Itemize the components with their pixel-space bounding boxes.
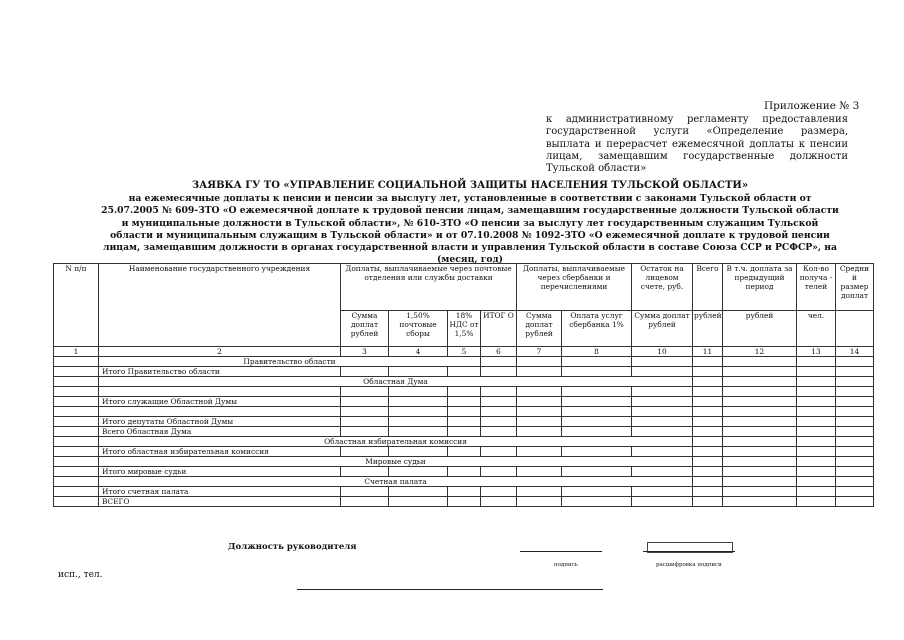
section-title: Областная избирательная комиссия	[99, 437, 693, 447]
header-cell: ИТОГ О	[481, 311, 517, 347]
decode-line	[643, 551, 735, 552]
header-cell: рублей	[723, 311, 797, 347]
table-row	[54, 467, 874, 477]
section-title: Мировые судьи	[99, 457, 693, 467]
col-num: 12	[723, 347, 797, 357]
table-header-row	[54, 264, 874, 311]
col-num: 5	[448, 347, 481, 357]
header-cell: рублей	[693, 311, 723, 347]
header-cell: Наименование государственного учреждения	[99, 264, 341, 347]
header-cell: Сумма доплат рублей	[632, 311, 693, 347]
col-num: 14	[836, 347, 874, 357]
header-cell: Сумма доплат рублей	[517, 311, 562, 347]
table-row	[54, 387, 874, 397]
signature-line	[520, 551, 602, 552]
header-cell: Всего	[693, 264, 723, 311]
table-row	[54, 367, 874, 377]
header-cell: Доплаты, выплачиваемые через почтовые отделения или службы доставки	[341, 264, 517, 311]
col-num: 10	[632, 347, 693, 357]
header-cell	[836, 311, 874, 347]
appendix-number: Приложение № 3	[764, 100, 860, 112]
table-row	[54, 447, 874, 457]
row-label: Итого служащие Областной Думы	[99, 397, 341, 407]
table-row	[54, 407, 874, 417]
signature-caption: подпись	[554, 562, 578, 568]
payments-table	[53, 263, 874, 507]
head-position-label: Должность руководителя	[228, 542, 357, 552]
executor-line	[297, 589, 603, 590]
application-title: ЗАЯВКА ГУ ТО «УПРАВЛЕНИЕ СОЦИАЛЬНОЙ ЗАЩИТЫ НАСЕЛЕНИЯ ТУЛЬСКОЙ ОБЛАСТИ»	[191, 180, 749, 191]
row-label: Итого счетная палата	[99, 487, 341, 497]
row-label: Итого депутаты Областной Думы	[99, 417, 341, 427]
header-cell: Оплата услуг сбербанка 1%	[562, 311, 632, 347]
row-label: Итого областная избирательная комиссия	[99, 447, 341, 457]
header-cell: N п/п	[54, 264, 99, 347]
header-cell: Сумма доплат рублей	[341, 311, 389, 347]
col-num: 2	[99, 347, 341, 357]
section-title: Областная Дума	[99, 377, 693, 387]
section-row	[54, 437, 874, 447]
section-title: Правительство области	[99, 357, 481, 367]
table-row	[54, 417, 874, 427]
row-label: Итого мировые судьи	[99, 467, 341, 477]
header-cell: 1,50% почтовые сборы	[389, 311, 448, 347]
table-row	[54, 397, 874, 407]
section-row	[54, 357, 874, 367]
header-cell: Остаток на лицевом счете, руб.	[632, 264, 693, 311]
col-num: 13	[797, 347, 836, 357]
col-num: 8	[562, 347, 632, 357]
header-cell: 18% НДС от 1,5%	[448, 311, 481, 347]
column-number-row	[54, 347, 874, 357]
table-row	[54, 427, 874, 437]
application-subtitle: на ежемесячные доплаты к пенсии и пенсии за выслугу лет, установленные в соответствии с законами Тульской области от 25.07.2005 № 609-ЗТО «О ежемесячной доплате к трудовой пенсии лицам, замещавшим государственные должности Тульской области и муниципальные должности в Тульской области», № 610-ЗТО «О пенсии за выслугу лет государственным служащим Тульской области и муниципальным служащим в Тульской области» и от 07.10.2008 № 1092-ЗТО «О ежемесячной доплате к трудовой пенсии лицам, замещавшим должности в органах государственной власти и управления Тульской области в составе Союза ССР и РСФСР», на (месяц, год)	[101, 193, 839, 266]
decode-caption: расшифровка подписи	[656, 562, 722, 568]
section-row	[54, 377, 874, 387]
table-row	[54, 487, 874, 497]
header-cell: чел.	[797, 311, 836, 347]
col-num: 11	[693, 347, 723, 357]
col-num: 4	[389, 347, 448, 357]
section-row	[54, 477, 874, 487]
col-num: 3	[341, 347, 389, 357]
col-num: 6	[481, 347, 517, 357]
table-row	[54, 497, 874, 507]
header-cell: Кол-во получа - телей	[797, 264, 836, 311]
section-title: Счетная палата	[99, 477, 693, 487]
col-num: 7	[517, 347, 562, 357]
row-label: Итого Правительство области	[99, 367, 341, 377]
col-num: 1	[54, 347, 99, 357]
header-cell: В т.ч. доплата за предыдущий период	[723, 264, 797, 311]
executor-label: исп., тел.	[58, 570, 103, 580]
appendix-text: к административному регламенту предоставления государственной услуги «Определение размера, выплата и перерасчет ежемесячной доплаты к пенсии лицам, замещавшим государственные должности Тульской области»	[546, 114, 848, 175]
header-cell: Средни й размер доплат	[836, 264, 874, 311]
section-row	[54, 457, 874, 467]
row-label: ВСЕГО	[99, 497, 341, 507]
row-label: Всего Областная Дума	[99, 427, 341, 437]
header-cell: Доплаты, выплачиваемые через сбербанки и перечислениями	[517, 264, 632, 311]
